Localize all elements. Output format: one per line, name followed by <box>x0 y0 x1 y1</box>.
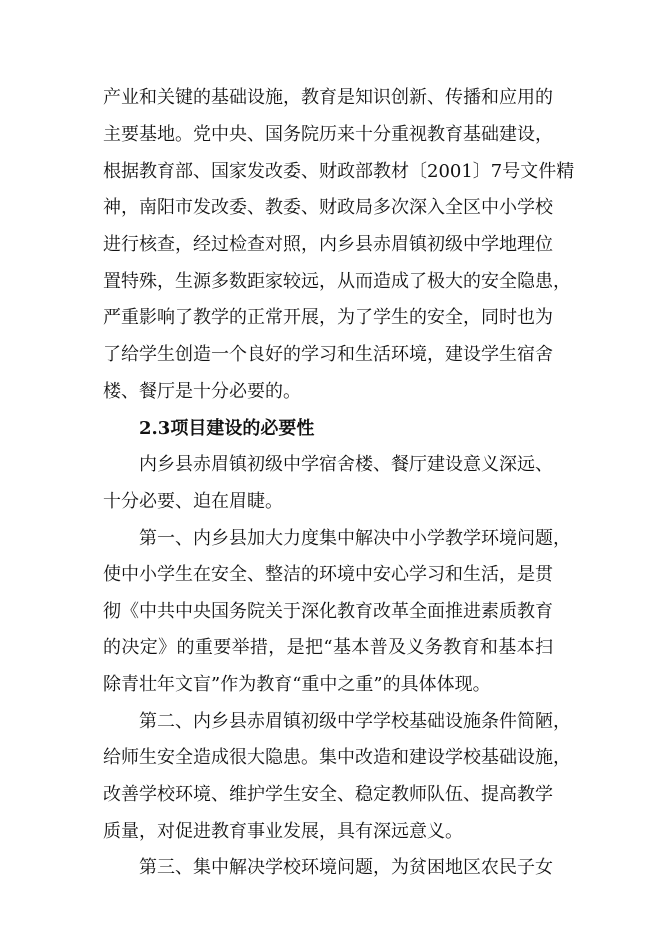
paragraph-line: 神，南阳市发改委、教委、财政局多次深入全区中小学校 <box>103 197 553 218</box>
paragraph-line: 改善学校环境、维护学生安全、稳定教师队伍、提高教学 <box>103 784 553 805</box>
paragraph-line: 严重影响了教学的正常开展，为了学生的安全，同时也为 <box>103 307 553 328</box>
paragraph-line: 产业和关键的基础设施，教育是知识创新、传播和应用的 <box>103 87 553 108</box>
paragraph-line: 根据教育部、国家发改委、财政部教材〔2001〕7号文件精 <box>103 161 575 182</box>
paragraph-line: 主要基地。党中央、国务院历来十分重视教育基础建设， <box>103 124 553 145</box>
paragraph-line: 进行核查，经过检查对照，内乡县赤眉镇初级中学地理位 <box>103 234 553 255</box>
paragraph-line: 给师生安全造成很大隐患。集中改造和建设学校基础设施， <box>103 747 571 768</box>
paragraph-line: 了给学生创造一个良好的学习和生活环境，建设学生宿舍 <box>103 344 553 365</box>
section-heading: 2.3项目建设的必要性 <box>139 418 315 439</box>
paragraph-line: 十分必要、迫在眉睫。 <box>103 491 283 512</box>
paragraph-line: 第一、内乡县加大力度集中解决中小学教学环境问题， <box>139 528 571 549</box>
paragraph-line: 第三、集中解决学校环境问题，为贫困地区农民子女 <box>139 857 553 878</box>
paragraph-line: 使中小学生在安全、整洁的环境中安心学习和生活，是贯 <box>103 564 553 585</box>
paragraph-line: 彻《中共中央国务院关于深化教育改革全面推进素质教育 <box>103 601 553 622</box>
paragraph-line: 内乡县赤眉镇初级中学宿舍楼、餐厅建设意义深远、 <box>139 454 553 475</box>
paragraph-line: 第二、内乡县赤眉镇初级中学学校基础设施条件简陋， <box>139 711 571 732</box>
paragraph-line: 置特殊，生源多数距家较远，从而造成了极大的安全隐患， <box>103 271 571 292</box>
paragraph-line: 除青壮年文盲”作为教育“重中之重”的具体体现。 <box>103 674 491 695</box>
paragraph-line: 的决定》的重要举措，是把“基本普及义务教育和基本扫 <box>103 637 553 658</box>
paragraph-line: 质量，对促进教育事业发展，具有深远意义。 <box>103 821 463 842</box>
paragraph-line: 楼、餐厅是十分必要的。 <box>103 381 301 402</box>
